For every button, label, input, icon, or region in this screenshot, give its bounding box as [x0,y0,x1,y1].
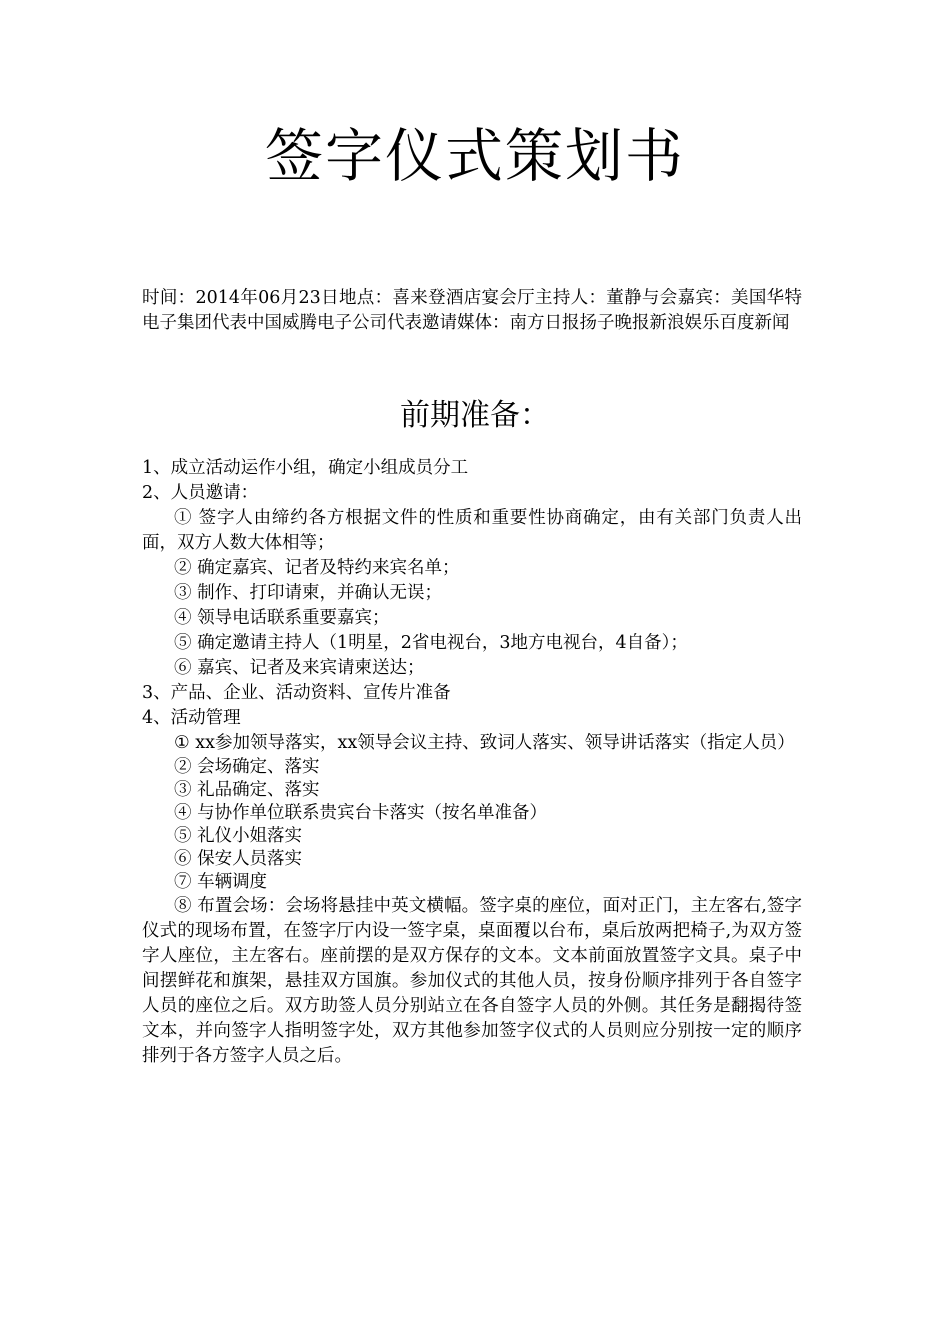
list-item: 3、产品、企业、活动资料、宣传片准备 [142,683,451,703]
sub-list-item: ⑤ 礼仪小姐落实 [174,826,303,846]
sub-list-item: ④ 与协作单位联系贵宾台卡落实（按名单准备） [174,803,548,823]
sub-list-item: ② 会场确定、落实 [174,757,320,777]
list-item: 1、成立活动运作小组，确定小组成员分工 [142,458,469,478]
preparation-list [142,456,802,1069]
sub-list-item: ⑤ 确定邀请主持人（1明星，2省电视台，3地方电视台，4自备）； [174,633,688,653]
sub-list-item: ③ 礼品确定、落实 [174,780,320,800]
section-heading: 前期准备： [400,398,550,433]
sub-list-item: ⑥ 嘉宾、记者及来宾请柬送达； [174,658,425,678]
sub-list-item: ① xx参加领导落实，xx领导会议主持、致词人落实、领导讲话落实（指定人员） [174,733,795,753]
sub-list-item: ⑥ 保安人员落实 [174,849,303,869]
event-info-paragraph: 时间：2014年06月23日地点：喜来登酒店宴会厅主持人：董静与会嘉宾：美国华特电子集团代表中国威腾电子公司代表邀请媒体：南方日报扬子晚报新浪娱乐百度新闻 [142,288,802,333]
sub-list-item: ③ 制作、打印请柬，并确认无误； [174,583,443,603]
sub-list-item: ④ 领导电话联系重要嘉宾； [174,608,390,628]
sub-list-item: ⑦ 车辆调度 [174,872,268,892]
list-item: 4、活动管理 [142,708,241,728]
sub-list-item: ① 签字人由缔约各方根据文件的性质和重要性协商确定，由有关部门负责人出面，双方人数大体相等； [142,508,802,553]
sub-list-item: ⑧ 布置会场：会场将悬挂中英文横幅。签字桌的座位，面对正门，主左客右,签字仪式的现场布置，在签字厅内设一签字桌，桌面覆以台布，桌后放两把椅子,为双方签字人座位，主左客右。座前摆的是双方保存的文本。文本前面放置签字文具。桌子中间摆鲜花和旗架，悬挂双方国旗。参加仪式的其他人员，按身份顺序排列于各自签字人员的座位之后。双方助签人员分别站立在各自签字人员的外侧。其任务是翻揭待签文本，并向签字人指明签字处，双方其他参加签字仪式的人员则应分别按一定的顺序排列于各方签字人员之后。 [142,896,802,1066]
list-item: 2、人员邀请： [142,483,259,503]
sub-list-item: ② 确定嘉宾、记者及特约来宾名单； [174,558,460,578]
document-title: 签字仪式策划书 [264,122,685,190]
